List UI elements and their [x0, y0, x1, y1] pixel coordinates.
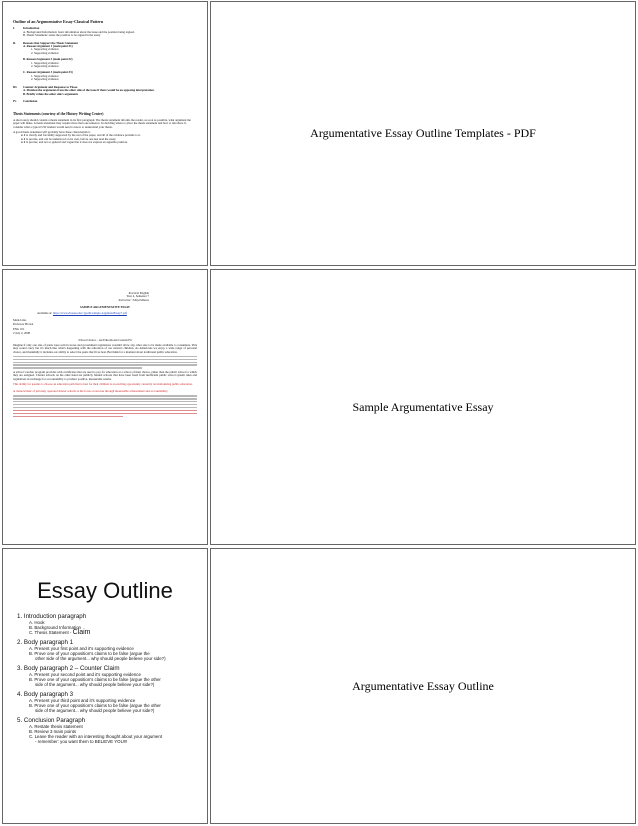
outline-sub: A. Background Information: basic information about the issue and the position being argued.	[23, 29, 135, 34]
outline-sub: B. Reason/Argument 2 (main point #2)	[23, 57, 73, 62]
document-page	[7, 274, 203, 540]
document-page	[7, 6, 203, 261]
availability-label: Available at:	[37, 310, 53, 315]
thumbnail-essay-outline[interactable]	[2, 548, 208, 824]
header-line: Practical English	[128, 291, 149, 295]
bullet-item: ● It is clearly and forcefully supported by the rest of the paper, and all of the evidence pertains to it.	[13, 134, 197, 137]
meta-line: Professor Brown	[13, 322, 34, 327]
outline-sub-continued: side of the argument... why should people believe your side?)	[35, 682, 155, 687]
meta-line: ENG 101	[13, 326, 25, 331]
outline-heading: Introduction	[23, 26, 40, 31]
outline-sub: B. Prove one of your opposition's claims to be false (argue the	[29, 651, 150, 656]
outline-evidence: 2. Supporting evidence	[31, 77, 59, 82]
outline-sub: B. Briefly refute the other side's arguments	[23, 91, 79, 96]
document-title: SAMPLE ARGUMENTATIVE ESSAY	[79, 305, 131, 310]
header-line: Year 4, Semester 7	[126, 294, 149, 299]
outline-number: III.	[13, 84, 18, 89]
outline-sub: A. Restate thesis statement	[29, 724, 83, 729]
outline-sub: C. Leave the reader with an interesting thought about your argument	[29, 734, 163, 739]
bullet-item: ● It is precise, and can be understood on its own, before one has read the essay.	[13, 138, 197, 141]
essay-highlight: A characteristic of privately operated charter schools is the focus on success through measurable achievement and accountability.	[13, 389, 168, 394]
result-caption[interactable]: Argumentative Essay Outline Templates - PDF	[310, 126, 536, 140]
thesis-label: C. Thesis Statement -	[29, 630, 73, 635]
outline-sub: B. Prove one of your opposition's claims to be false (argue the other	[29, 703, 161, 708]
text-lines	[13, 395, 197, 417]
header-line: Instructor: T.Kiyohitkova	[118, 297, 149, 302]
outline-sub: A. Mention the arguments from the other side of the issue if there would be an opposing interpretation.	[23, 88, 155, 93]
outline-sub: B. Prove one of your opposition's claims to be false (argue the other	[29, 677, 161, 682]
essay-paragraph: A school voucher program provides with certificates that are used to pay for education at a school of their choice, rather than the public school to which they are assigned. Charter schools on the other hand are publicly funded schools that have been freed from inefficient public school system rules and regulations in exchange for accountability to produce positive, measurable results.	[13, 369, 197, 381]
outline-section-heading: 3. Body paragraph 2 – Counter Claim	[17, 665, 120, 672]
outline-evidence: 1. Supporting evidence	[31, 60, 59, 65]
bullet-item: ● It is precise, and not so general and vague that it does not express an arguable position.	[13, 141, 197, 144]
outline-heading: Counter Argument and Response to Those	[23, 84, 78, 89]
outline-heading: Reasons that Support the Thesis Statement	[23, 40, 79, 45]
claim-label: Claim	[72, 629, 91, 636]
outline-section-heading: 4. Body paragraph 3	[17, 691, 74, 698]
outline-sub: B. Thesis Statement: states the position to be argued in the essay	[23, 33, 101, 38]
outline-sub: B. Review 3 main points	[29, 729, 77, 734]
paragraph: A short essay should contain a thesis statement in its first paragraph. The thesis statement informs the reader, as soon as possible, what argument the paper will make. A thesis statement may require more than one sentence. In deciding where to place the thesis statement and how to introduce it, consider what a typical UW student would need to know to understand your thesis.	[13, 117, 191, 129]
outline-number: I.	[13, 26, 15, 31]
essay-title: School Choice – An Educational Custom Fit	[78, 337, 132, 342]
result-caption-cell[interactable]	[210, 548, 636, 824]
document-title: Outline of an Argumentative Essay-Classical Pattern	[13, 19, 104, 24]
outline-section-heading: 2. Body paragraph 1	[17, 639, 74, 646]
result-caption-cell[interactable]	[210, 1, 636, 266]
author-block	[13, 319, 197, 336]
outline-section-heading: 5. Conclusion Paragraph	[17, 717, 86, 724]
result-caption[interactable]: Argumentative Essay Outline	[352, 678, 494, 693]
availability-line	[13, 312, 197, 315]
outline-sub: B. Background Information	[29, 625, 81, 630]
outline-sub-continued: - remember: you want them to BELIEVE YOU!!!	[35, 739, 128, 744]
outline-heading: Conclusion	[23, 98, 38, 103]
meta-line: Mark Liles	[13, 318, 27, 323]
essay-paragraph: Imagine if only one size of pants were sold in stores and government regulations wouldn't allow any other size to be made available to consumers. This may sound crazy but it's much like what's happening with the education of our nation's children. As Americans we enjoy a wide range of personal choice, and thankfully it includes our ability to select the pants that fit us best. But think for a moment about traditional public education.	[13, 343, 197, 354]
result-caption-cell[interactable]	[210, 269, 636, 545]
outline-sub	[17, 630, 193, 635]
meta-line: 2 July 2, 2008	[13, 331, 31, 336]
outline-evidence: 1. Supporting evidence	[31, 73, 59, 78]
section-heading: Thesis Statements (courtesy of the History Writing Center)	[13, 112, 104, 117]
thumbnail-outline-templates[interactable]	[2, 1, 208, 266]
text-lines	[13, 356, 197, 369]
outline-evidence: 2. Supporting evidence	[31, 64, 59, 69]
course-header	[13, 292, 197, 302]
outline-evidence: 1. Supporting evidence	[31, 47, 59, 52]
outline-sub: A. Reason/Argument 1 (main point #1)	[23, 44, 73, 49]
outline-sub-continued: other side of the argument... why should people believe your side?)	[35, 656, 166, 661]
outline-sub: A. Present your second point and it's supporting evidence	[29, 672, 141, 677]
outline-sub: C. Reason/Argument 3 (main point #3)	[23, 70, 73, 75]
availability-link[interactable]: https://www.rhoneu.edu/~jpettit/sample-ArgumentEssay7.pdf	[52, 310, 127, 315]
essay-highlight: This ability for parents to choose an education path that is best for their children is an exciting opportunity currently revolutionizing public education.	[13, 381, 193, 386]
outline-evidence: 2. Supporting evidence	[31, 50, 59, 55]
outline-number: II.	[13, 40, 17, 45]
paragraph: A good thesis statement will probably have these characteristics:	[13, 129, 91, 134]
thumbnail-sample-essay[interactable]	[2, 269, 208, 545]
result-caption[interactable]: Sample Argumentative Essay	[352, 399, 494, 414]
document-page	[7, 553, 203, 819]
document-title: Essay Outline	[37, 578, 173, 603]
outline-sub: A. Hook	[29, 620, 45, 625]
outline-item	[13, 100, 197, 103]
outline-sub-continued: side of the argument... why should people believe your side?)	[35, 708, 155, 713]
outline-section-heading: 1. Introduction paragraph	[17, 613, 87, 620]
outline-number: IV.	[13, 98, 17, 103]
outline-sub: A. Present your third point and it's supporting evidence	[29, 698, 136, 703]
outline-sub: A. Present your first point and it's supporting evidence	[29, 646, 134, 651]
